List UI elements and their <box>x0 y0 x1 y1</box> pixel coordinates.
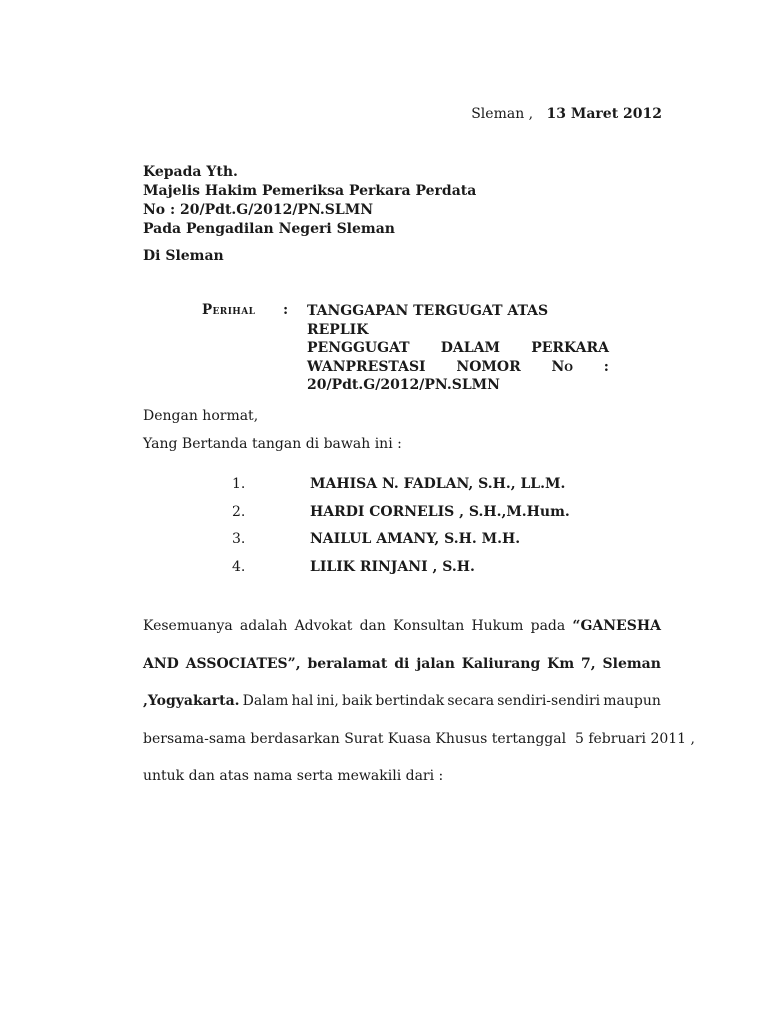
body-word: adalah <box>239 618 288 634</box>
list-number: 4. <box>232 558 246 575</box>
body-word: Advokat <box>294 618 353 634</box>
subject-word: PERKARA <box>531 340 609 356</box>
body-line-2 <box>143 646 661 684</box>
signatory-list <box>232 471 570 581</box>
subject-word: WANPRESTASI <box>307 358 426 375</box>
body-word: dan <box>359 618 386 634</box>
subject-word: PENGGUGAT <box>307 340 410 356</box>
body-word: Kesemuanya <box>143 618 233 634</box>
intro-text: Yang Bertanda tangan di bawah ini : <box>143 436 402 452</box>
list-item <box>232 499 570 527</box>
subject-word: No <box>551 358 574 375</box>
subject-word: NOMOR <box>456 358 521 375</box>
body-word: hal <box>291 693 314 709</box>
list-item <box>232 471 570 499</box>
body-line-5: untuk dan atas nama serta mewakili dari : <box>143 768 444 784</box>
body-word: bertindak <box>375 693 445 709</box>
body-word: Sleman <box>602 655 661 672</box>
signatory-name: NAILUL AMANY, S.H. M.H. <box>310 531 521 547</box>
body-word: “GANESHA <box>572 618 661 634</box>
body-paragraph <box>143 608 695 796</box>
body-word: Km <box>547 655 575 672</box>
body-word: ASSOCIATES”, <box>185 655 301 672</box>
signatory-name: HARDI CORNELIS , S.H.,M.Hum. <box>310 503 570 520</box>
signatory-name: MAHISA N. FADLAN, S.H., LL.M. <box>310 476 566 492</box>
subject-line-3 <box>307 358 609 377</box>
body-word: AND <box>143 655 179 672</box>
greeting-block <box>143 402 402 458</box>
body-word: secara <box>447 693 495 709</box>
subject-line-2 <box>307 339 609 358</box>
letter-date <box>471 106 662 122</box>
recipient-line-3: No : 20/Pdt.G/2012/PN.SLMN <box>143 202 374 218</box>
salutation: Dengan hormat, <box>143 408 259 424</box>
body-word: pada <box>530 618 566 634</box>
body-word: maupun <box>603 693 661 709</box>
recipient-line-4: Pada Pengadilan Negeri Sleman <box>143 221 395 237</box>
list-item <box>232 526 570 554</box>
body-word: di <box>394 655 410 672</box>
subject-label: Perihal <box>202 302 256 318</box>
body-word: Kaliurang <box>461 655 541 672</box>
subject-colon: : <box>283 302 289 318</box>
signatory-name: LILIK RINJANI , S.H. <box>310 558 475 575</box>
recipient-line-1: Kepada Yth. <box>143 164 238 180</box>
body-word: 7, <box>581 655 596 672</box>
body-line-4: bersama-sama berdasarkan Surat Kuasa Khusus tertanggal 5 februari 2011 , <box>143 730 695 747</box>
date-place: Sleman , <box>471 106 534 122</box>
recipient-line-5: Di Sleman <box>143 248 224 264</box>
body-word: Konsultan <box>393 618 465 634</box>
subject-line-4: 20/Pdt.G/2012/PN.SLMN <box>307 377 500 393</box>
subject-word: : <box>603 358 609 375</box>
body-word: ini, <box>316 693 339 709</box>
subject-text <box>307 302 609 395</box>
body-word: sendiri-sendiri <box>497 693 601 709</box>
body-line-3 <box>143 683 661 721</box>
subject-word: DALAM <box>440 340 500 356</box>
recipient-block <box>143 163 476 266</box>
date-value: 13 Maret 2012 <box>546 106 662 122</box>
recipient-line-2: Majelis Hakim Pemeriksa Perkara Perdata <box>143 183 477 199</box>
body-word: ,Yogyakarta. <box>143 693 240 709</box>
list-item <box>232 554 570 582</box>
list-number: 3. <box>232 531 246 547</box>
body-word: jalan <box>416 655 455 672</box>
subject-line-1: TANGGAPAN TERGUGAT ATAS REPLIK <box>307 303 549 338</box>
body-word: beralamat <box>307 655 388 672</box>
body-word: Hukum <box>471 618 524 634</box>
body-word: Dalam <box>242 693 289 709</box>
list-number: 2. <box>232 503 246 520</box>
list-number: 1. <box>232 476 246 492</box>
body-line-1 <box>143 608 661 646</box>
body-word: baik <box>341 693 373 709</box>
